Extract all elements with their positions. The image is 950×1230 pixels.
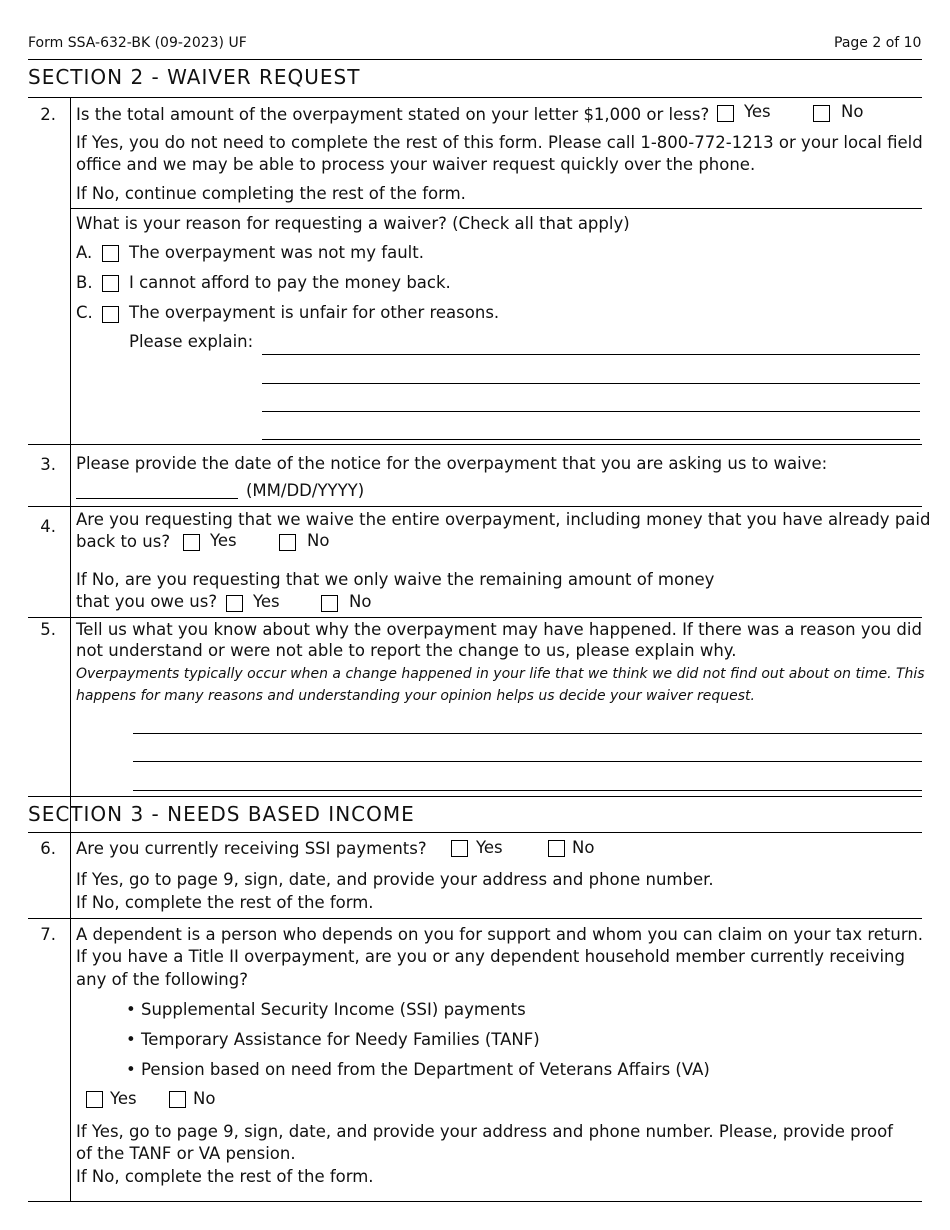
q6-question: Are you currently receiving SSI payments? xyxy=(76,839,427,858)
q4-no-label: No xyxy=(307,531,330,550)
q6-bottom-rule xyxy=(28,918,922,919)
q2-explain-line-1[interactable] xyxy=(262,354,920,355)
q3-question: Please provide the date of the notice for the overpayment that you are asking us to waive: xyxy=(76,454,828,473)
q5-number: 5. xyxy=(40,620,56,639)
q3-date-format: (MM/DD/YYYY) xyxy=(246,481,365,500)
q2-option-b-letter: B. xyxy=(76,273,93,292)
q3-date-field[interactable] xyxy=(76,498,238,499)
q6-if-yes: If Yes, go to page 9, sign, date, and provide your address and phone number. xyxy=(76,870,714,889)
q6-yes-label: Yes xyxy=(476,838,503,857)
page-number: Page 2 of 10 xyxy=(834,35,922,51)
q4-partial-yes-label: Yes xyxy=(253,592,280,611)
q2-explain-line-2[interactable] xyxy=(262,383,920,384)
q4-yes-label: Yes xyxy=(210,531,237,550)
q7-if-yes-line-2: of the TANF or VA pension. xyxy=(76,1144,296,1163)
q7-if-yes-line-1: If Yes, go to page 9, sign, date, and provide your address and phone number. Please, provide proof xyxy=(76,1122,893,1141)
q2-explain-line-3[interactable] xyxy=(262,411,920,412)
section-2-title: SECTION 2 - WAIVER REQUEST xyxy=(28,65,361,89)
q4-partial-yes-checkbox[interactable] xyxy=(226,595,243,612)
q2-option-c-letter: C. xyxy=(76,303,93,322)
q7-yes-checkbox[interactable] xyxy=(86,1091,103,1108)
q2-reason-prompt: What is your reason for requesting a waiver? (Check all that apply) xyxy=(76,214,630,233)
q2-question: Is the total amount of the overpayment stated on your letter $1,000 or less? xyxy=(76,105,710,124)
q2-if-yes-line-2: office and we may be able to process your waiver request quickly over the phone. xyxy=(76,155,756,174)
q6-no-checkbox[interactable] xyxy=(548,840,565,857)
q4-line-1: Are you requesting that we waive the entire overpayment, including money that you have already paid xyxy=(76,510,931,529)
q7-bullet-ssi: • Supplemental Security Income (SSI) payments xyxy=(126,1000,526,1019)
q4-yes-checkbox[interactable] xyxy=(183,534,200,551)
q2-option-c-checkbox[interactable] xyxy=(102,306,119,323)
q3-number: 3. xyxy=(40,455,56,474)
q4-line-3: If No, are you requesting that we only waive the remaining amount of money xyxy=(76,570,715,589)
q2-bottom-rule xyxy=(28,444,922,445)
q2-option-b-checkbox[interactable] xyxy=(102,275,119,292)
q5-line-2: not understand or were not able to report the change to us, please explain why. xyxy=(76,641,737,660)
q4-number: 4. xyxy=(40,517,56,536)
q7-bullet-va: • Pension based on need from the Department of Veterans Affairs (VA) xyxy=(126,1060,710,1079)
section-2-rule xyxy=(28,97,922,98)
q2-option-a-checkbox[interactable] xyxy=(102,245,119,262)
q6-no-label: No xyxy=(572,838,595,857)
q7-line-1: A dependent is a person who depends on you for support and whom you can claim on your tax return. xyxy=(76,925,924,944)
q7-bullet-tanf: • Temporary Assistance for Needy Families (TANF) xyxy=(126,1030,540,1049)
q5-answer-line-2[interactable] xyxy=(133,761,922,762)
q4-line-4: that you owe us? xyxy=(76,592,218,611)
q6-number: 6. xyxy=(40,839,56,858)
q2-option-c-label: The overpayment is unfair for other reasons. xyxy=(129,303,500,322)
q5-line-1: Tell us what you know about why the overpayment may have happened. If there was a reason you did xyxy=(76,620,922,639)
q4-line-2: back to us? xyxy=(76,532,171,551)
q2-if-yes-line-1: If Yes, you do not need to complete the rest of this form. Please call 1-800-772-1213 or your local field xyxy=(76,133,923,152)
q4-partial-no-label: No xyxy=(349,592,372,611)
q7-no-label: No xyxy=(193,1089,216,1108)
q2-option-a-label: The overpayment was not my fault. xyxy=(129,243,424,262)
q2-yes-checkbox[interactable] xyxy=(717,105,734,122)
q7-no-checkbox[interactable] xyxy=(169,1091,186,1108)
q2-option-a-letter: A. xyxy=(76,243,93,262)
q2-if-no: If No, continue completing the rest of the form. xyxy=(76,184,466,203)
q5-bottom-rule xyxy=(28,796,922,797)
q5-answer-line-3[interactable] xyxy=(133,790,922,791)
q3-bottom-rule xyxy=(28,506,922,507)
q7-yes-label: Yes xyxy=(110,1089,137,1108)
section-3-title: SECTION 3 - NEEDS BASED INCOME xyxy=(28,802,415,826)
q2-option-b-label: I cannot afford to pay the money back. xyxy=(129,273,451,292)
header-rule xyxy=(28,59,922,60)
form-id: Form SSA-632-BK (09-2023) UF xyxy=(28,35,247,51)
q7-line-2: If you have a Title II overpayment, are you or any dependent household member currently receiving xyxy=(76,947,905,966)
q2-no-checkbox[interactable] xyxy=(813,105,830,122)
q7-number: 7. xyxy=(40,925,56,944)
q6-if-no: If No, complete the rest of the form. xyxy=(76,893,374,912)
q2-inner-rule xyxy=(70,208,922,209)
q2-explain-line-4[interactable] xyxy=(262,439,920,440)
q5-note-line-1: Overpayments typically occur when a change happened in your life that we think we did not find out about on time. This xyxy=(76,666,925,682)
section-3-rule xyxy=(28,832,922,833)
q2-number: 2. xyxy=(40,105,56,124)
q2-yes-label: Yes xyxy=(744,102,771,121)
q6-yes-checkbox[interactable] xyxy=(451,840,468,857)
q2-no-label: No xyxy=(841,102,864,121)
q5-note-line-2: happens for many reasons and understanding your opinion helps us decide your waiver request. xyxy=(76,688,755,704)
q5-answer-line-1[interactable] xyxy=(133,733,922,734)
q2-explain-label: Please explain: xyxy=(129,332,254,351)
q7-line-3: any of the following? xyxy=(76,970,248,989)
number-column-divider xyxy=(70,97,71,1202)
q7-if-no: If No, complete the rest of the form. xyxy=(76,1167,374,1186)
q7-bottom-rule xyxy=(28,1201,922,1202)
q4-no-checkbox[interactable] xyxy=(279,534,296,551)
q4-partial-no-checkbox[interactable] xyxy=(321,595,338,612)
q4-bottom-rule xyxy=(28,617,922,618)
